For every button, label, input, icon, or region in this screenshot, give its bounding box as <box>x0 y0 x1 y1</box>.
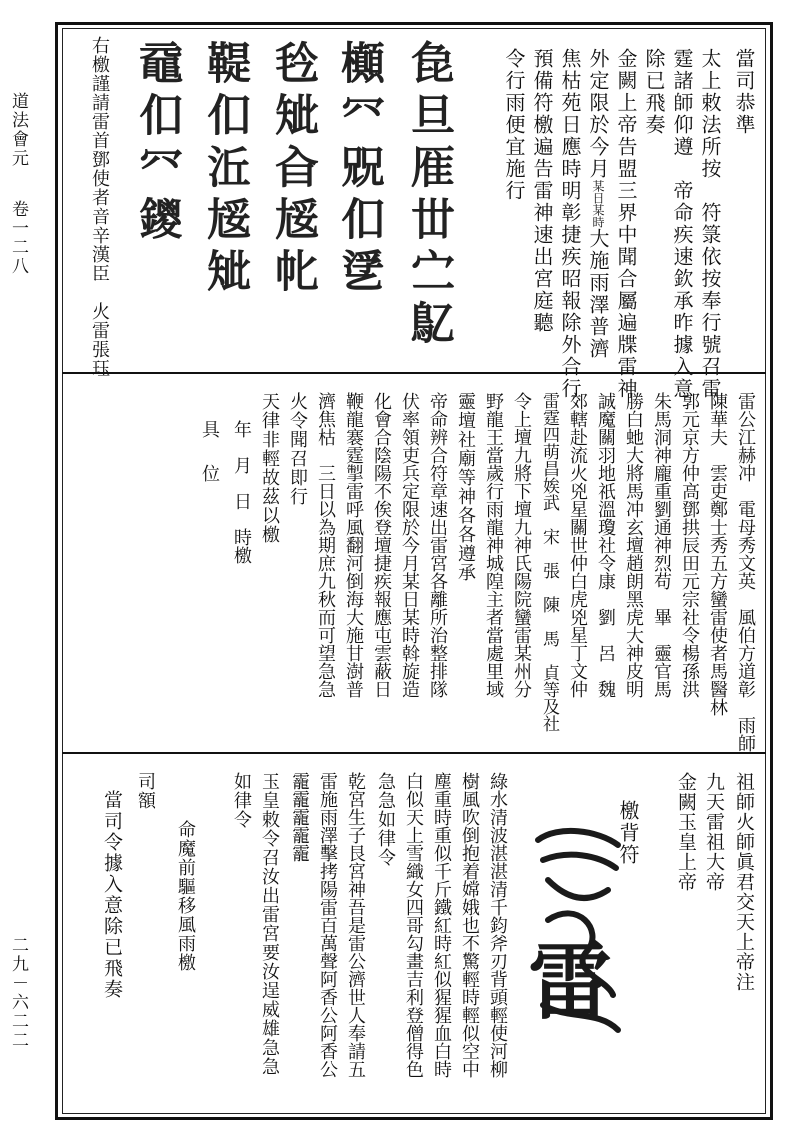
text-column: 金闕上帝告盟三界中聞合屬遍牒雷神 <box>614 48 638 400</box>
text-column: 靇靇靇靇靇 <box>289 772 310 862</box>
section-divider-1 <box>62 372 766 374</box>
text-column: 鞭龍褰霆掣雷呼風翻河倒海大施甘澍普 <box>343 392 364 698</box>
text-column: 雷霆四萌昌娭武 宋 張 陳 馬 貞等及社 <box>539 392 559 732</box>
text-column: 勝白虵大將馬冲玄壇趙朗黑虎大神皮明 <box>623 392 644 698</box>
text-column: 焦枯苑日應時明彰捷疾昭報除外合行 <box>558 48 582 400</box>
seal-script-column: 㲐䂑㒲㞂㠲 <box>267 40 318 300</box>
text-column: 霆諸師仰遵 帝命疾速欽承昨據入意 <box>670 48 694 400</box>
text-column: 當司恭準 <box>732 48 756 136</box>
text-column: 化會合陰陽不俟登壇捷疾報應屯雲蔽日 <box>371 392 392 698</box>
section-divider-2 <box>62 752 766 754</box>
text-column: 樹風吹倒抱着嫦娥也不驚輕時輕似空中 <box>459 772 480 1078</box>
text-column: 具 位 <box>199 420 220 486</box>
text-column: 令上壇九將下壇九神氏陽院蠻雷某州分 <box>511 392 532 698</box>
page-number: 二九－六二二 <box>8 936 28 1050</box>
talisman-caption: 檄背符 <box>616 800 640 866</box>
talisman-glyph: 雷 <box>528 932 613 1031</box>
text-column: 如律令 <box>231 772 252 829</box>
talisman-drawing <box>528 820 628 1067</box>
seal-script-column: 鞮㐰㳋㞂䂑 <box>199 40 250 300</box>
text-column: 乾宮生子艮宮神吾是雷公濟世人奉請五 <box>345 772 366 1078</box>
text-column: 野龍王當歲行雨龍神城隍主者當處里域 <box>483 392 504 698</box>
text-column: 金闕玉皇上帝 <box>675 772 697 892</box>
text-column: 陳華夫 雲吏鄭士秀五方蠻雷使者馬醫林 <box>707 392 728 716</box>
seal-script-column: 㲋旦㕍丗㝉鳦 <box>403 40 454 352</box>
seal-script-column: 㰜㓁㒭㐰㐢 <box>333 40 384 300</box>
text-run: 大施雨澤普濟 <box>586 228 610 360</box>
text-column: 命魔前驅移風雨檄 <box>175 820 196 972</box>
text-column: 塵重時重似千斤鐵紅時紅似猩猩血白時 <box>431 772 452 1078</box>
text-column: 雷施雨澤擊拷陽雷百萬聲阿香公阿香公 <box>317 772 338 1078</box>
text-column: 年 月 日 時檄 <box>231 420 252 564</box>
text-column: 濟焦枯 三日以為期庶九秋而可望急急 <box>315 392 336 698</box>
text-column: 玉皇敕令召汝出雷宮要汝逞威雄急急 <box>259 772 280 1076</box>
text-column: 右檄謹請雷首鄧使者音辛漢臣 火雷張珏 <box>89 36 110 378</box>
book-title: 道法會元 <box>8 92 28 168</box>
text-column: 太上敕法所按 符箓依按奉行號召雷 <box>698 48 722 400</box>
text-column: 當司令據入意除已飛奏 <box>101 790 123 1000</box>
text-run: 外定限於今月 <box>586 48 610 180</box>
text-column: 司額 <box>135 772 156 810</box>
text-column: 除已飛奏 <box>642 48 666 136</box>
text-column: 雷公江赫冲 電母秀文英 風伯方道彰 雨師 <box>735 392 756 752</box>
text-column: 綠水清波湛湛清千鈞斧刃背頭輕使河柳 <box>487 772 508 1078</box>
text-column: 白似天上雪織女四哥勾畫吉利登僧得色 <box>403 772 424 1078</box>
seal-script-column: 黿㐰㓁鑁 <box>131 40 182 248</box>
volume-label: 卷一二八 <box>8 200 28 276</box>
text-column: 九天雷祖大帝 <box>703 772 725 892</box>
text-column: 預備符檄遍告雷神速出宮庭聽 <box>530 48 554 334</box>
text-column: 令行雨便宜施行 <box>502 48 526 202</box>
text-column: 祖師火師眞君交天上帝注 <box>733 772 755 992</box>
text-column <box>588 48 608 360</box>
text-column: 誠魔關羽地祇溫瓊社令康 劉 呂 魏 <box>595 392 616 698</box>
text-column: 帝命辨合符章速出雷宮各離所治整排隊 <box>427 392 448 698</box>
text-column: 朱馬洞神龐重劉通神烈苟 畢 靈官馬 <box>651 392 672 698</box>
text-column: 靈壇社廟等神各各遵承 <box>455 392 476 582</box>
text-column: 天律非輕故茲以檄 <box>259 392 280 544</box>
text-column: 急急如律令 <box>375 772 396 867</box>
text-column: 伏率領吏兵定限於今月某日某時斡旋造 <box>399 392 420 698</box>
text-column: 火令聞召即行 <box>287 392 308 506</box>
text-column: 郭元京方仲高鄧拱辰田元宗社令楊孫洪 <box>679 392 700 698</box>
annotation-note: 某日某時 <box>591 180 605 228</box>
text-column: 郊轄赴流火兇星關世仲白虎兇星丁文仲 <box>567 392 588 698</box>
